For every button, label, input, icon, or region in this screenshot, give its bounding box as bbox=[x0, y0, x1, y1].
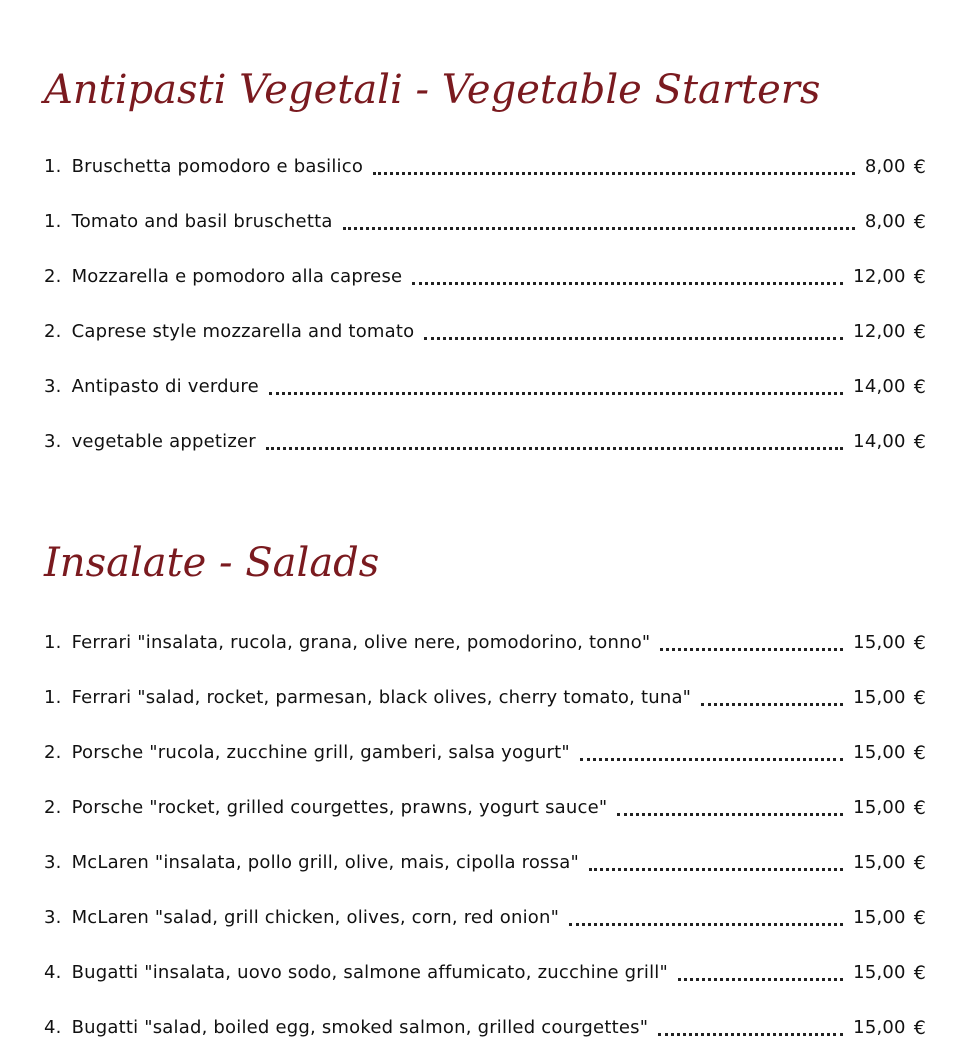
section-title-vegetable-starters: Antipasti Vegetali - Vegetable Starters bbox=[44, 67, 821, 113]
item-price: 15,00 bbox=[853, 907, 906, 928]
dot-leader bbox=[580, 758, 843, 761]
euro-symbol: € bbox=[913, 211, 926, 233]
dot-leader bbox=[412, 282, 843, 285]
item-number: 1. bbox=[44, 156, 62, 177]
item-name: Bugatti "salad, boiled egg, smoked salmon, grilled courgettes" bbox=[71, 1017, 649, 1038]
menu-item bbox=[44, 293, 926, 348]
item-name: Tomato and basil bruschetta bbox=[71, 211, 333, 232]
euro-symbol: € bbox=[913, 1017, 926, 1039]
item-price: 14,00 bbox=[853, 431, 906, 452]
item-name: McLaren "insalata, pollo grill, olive, mais, cipolla rossa" bbox=[71, 852, 579, 873]
euro-symbol: € bbox=[913, 321, 926, 343]
item-price: 15,00 bbox=[853, 962, 906, 983]
menu-item bbox=[44, 769, 926, 824]
dot-leader bbox=[343, 227, 855, 230]
euro-symbol: € bbox=[913, 156, 926, 178]
item-name: vegetable appetizer bbox=[71, 431, 256, 452]
menu-item bbox=[44, 403, 926, 458]
item-name: Antipasto di verdure bbox=[71, 376, 259, 397]
menu-item bbox=[44, 604, 926, 659]
dot-leader bbox=[373, 172, 855, 175]
item-number: 1. bbox=[44, 632, 62, 653]
item-price: 15,00 bbox=[853, 687, 906, 708]
dot-leader bbox=[589, 868, 843, 871]
menu-item bbox=[44, 824, 926, 879]
item-number: 3. bbox=[44, 852, 62, 873]
item-number: 1. bbox=[44, 211, 62, 232]
dot-leader bbox=[569, 923, 843, 926]
item-name: Ferrari "insalata, rucola, grana, olive nere, pomodorino, tonno" bbox=[71, 632, 651, 653]
menu-item bbox=[44, 989, 926, 1044]
dot-leader bbox=[660, 648, 843, 651]
euro-symbol: € bbox=[913, 852, 926, 874]
dot-leader bbox=[266, 447, 843, 450]
item-price: 15,00 bbox=[853, 1017, 906, 1038]
item-number: 3. bbox=[44, 376, 62, 397]
menu-item bbox=[44, 238, 926, 293]
euro-symbol: € bbox=[913, 431, 926, 453]
euro-symbol: € bbox=[913, 962, 926, 984]
dot-leader bbox=[424, 337, 843, 340]
vegetable-starters-list bbox=[44, 128, 926, 458]
item-name: Porsche "rucola, zucchine grill, gamberi, salsa yogurt" bbox=[71, 742, 570, 763]
dot-leader bbox=[701, 703, 843, 706]
menu-item bbox=[44, 128, 926, 183]
item-name: Bruschetta pomodoro e basilico bbox=[71, 156, 364, 177]
dot-leader bbox=[617, 813, 843, 816]
item-price: 14,00 bbox=[853, 376, 906, 397]
euro-symbol: € bbox=[913, 742, 926, 764]
item-number: 3. bbox=[44, 907, 62, 928]
item-number: 1. bbox=[44, 687, 62, 708]
menu-item bbox=[44, 714, 926, 769]
item-number: 4. bbox=[44, 1017, 62, 1038]
item-price: 15,00 bbox=[853, 852, 906, 873]
item-price: 15,00 bbox=[853, 797, 906, 818]
item-number: 4. bbox=[44, 962, 62, 983]
menu-item bbox=[44, 879, 926, 934]
item-name: Bugatti "insalata, uovo sodo, salmone affumicato, zucchine grill" bbox=[71, 962, 668, 983]
item-number: 2. bbox=[44, 742, 62, 763]
item-price: 12,00 bbox=[853, 321, 906, 342]
item-price: 15,00 bbox=[853, 742, 906, 763]
item-number: 2. bbox=[44, 797, 62, 818]
section-title-salads: Insalate - Salads bbox=[44, 540, 380, 586]
euro-symbol: € bbox=[913, 266, 926, 288]
item-name: Mozzarella e pomodoro alla caprese bbox=[71, 266, 403, 287]
menu-item bbox=[44, 348, 926, 403]
item-price: 15,00 bbox=[853, 632, 906, 653]
item-price: 12,00 bbox=[853, 266, 906, 287]
salads-list bbox=[44, 604, 926, 1044]
item-name: Caprese style mozzarella and tomato bbox=[71, 321, 415, 342]
euro-symbol: € bbox=[913, 376, 926, 398]
item-name: Porsche "rocket, grilled courgettes, prawns, yogurt sauce" bbox=[71, 797, 608, 818]
item-number: 3. bbox=[44, 431, 62, 452]
item-price: 8,00 bbox=[864, 156, 906, 177]
dot-leader bbox=[658, 1033, 843, 1036]
euro-symbol: € bbox=[913, 907, 926, 929]
menu-item bbox=[44, 659, 926, 714]
euro-symbol: € bbox=[913, 632, 926, 654]
euro-symbol: € bbox=[913, 687, 926, 709]
item-price: 8,00 bbox=[864, 211, 906, 232]
item-name: Ferrari "salad, rocket, parmesan, black olives, cherry tomato, tuna" bbox=[71, 687, 692, 708]
dot-leader bbox=[269, 392, 843, 395]
euro-symbol: € bbox=[913, 797, 926, 819]
item-name: McLaren "salad, grill chicken, olives, corn, red onion" bbox=[71, 907, 560, 928]
menu-item bbox=[44, 934, 926, 989]
item-number: 2. bbox=[44, 266, 62, 287]
menu-item bbox=[44, 183, 926, 238]
item-number: 2. bbox=[44, 321, 62, 342]
dot-leader bbox=[678, 978, 843, 981]
